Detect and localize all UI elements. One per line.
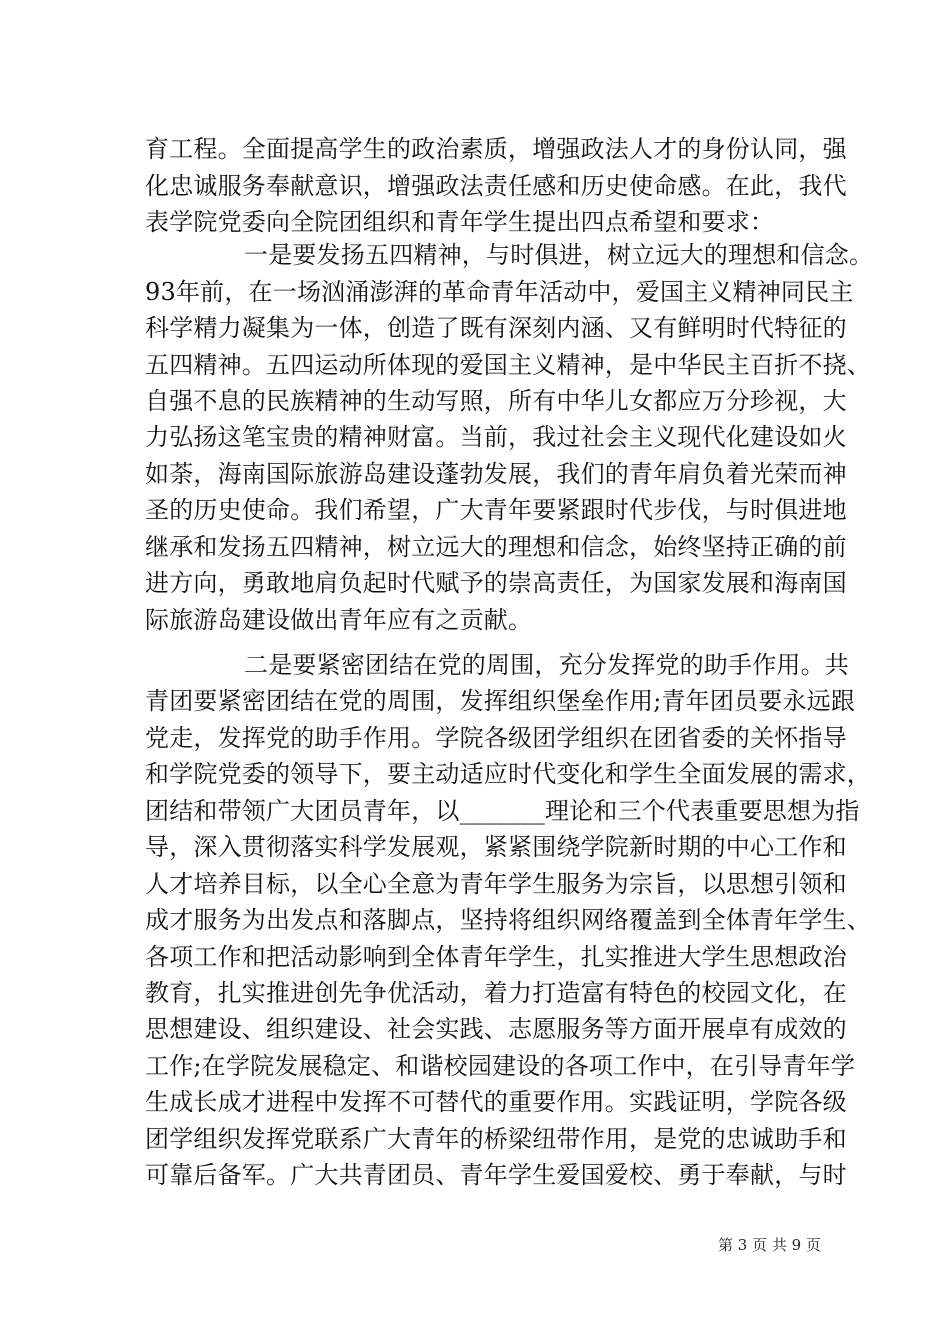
- text-line: 表学院党委向全院团组织和青年学生提出四点希望和要求：: [145, 208, 775, 236]
- paragraph-first-line: 一是要发扬五四精神，与时俱进，树立远大的理想和信念。: [244, 241, 874, 269]
- text-line: 团结和带领广大团员青年，以_______理论和三个代表重要思想为指: [145, 797, 860, 825]
- text-line: 93年前，在一场汹涌澎湃的革命青年活动中，爱国主义精神同民主: [145, 278, 854, 306]
- text-line: 力弘扬这笔宝贵的精神财富。当前，我过社会主义现代化建设如火: [145, 423, 847, 451]
- paragraph-first-line: 二是要紧密团结在党的周围，充分发挥党的助手作用。共: [244, 651, 849, 679]
- text-line: 思想建设、组织建设、社会实践、志愿服务等方面开展卓有成效的: [145, 1015, 847, 1043]
- text-line: 工作;在学院发展稳定、和谐校园建设的各项工作中，在引导青年学: [145, 1052, 856, 1080]
- page-number-footer: 第 3 页 共 9 页: [718, 1236, 821, 1254]
- text-line: 青团要紧密团结在党的周围，发挥组织堡垒作用;青年团员要永远跟: [145, 687, 856, 715]
- text-line: 生成长成才进程中发挥不可替代的重要作用。实践证明，学院各级: [145, 1088, 847, 1116]
- text-line: 如荼，海南国际旅游岛建设蓬勃发展，我们的青年肩负着光荣而神: [145, 460, 847, 488]
- text-line: 科学精力凝集为一体，创造了既有深刻内涵、又有鲜明时代特征的: [145, 314, 847, 342]
- text-line: 际旅游岛建设做出青年应有之贡献。: [145, 606, 533, 634]
- text-line: 育工程。全面提高学生的政治素质，增强政法人才的身份认同，强: [145, 135, 847, 163]
- text-line: 进方向，勇敢地肩负起时代赋予的崇高责任，为国家发展和海南国: [145, 569, 847, 597]
- text-line: 成才服务为出发点和落脚点，坚持将组织网络覆盖到全体青年学生、: [145, 906, 871, 934]
- text-line: 各项工作和把活动影响到全体青年学生，扎实推进大学生思想政治: [145, 943, 847, 971]
- text-line: 人才培养目标，以全心全意为青年学生服务为宗旨，以思想引领和: [145, 870, 847, 898]
- text-line: 导，深入贯彻落实科学发展观，紧紧围绕学院新时期的中心工作和: [145, 833, 847, 861]
- text-line: 和学院党委的领导下，要主动适应时代变化和学生全面发展的需求，: [145, 760, 871, 788]
- text-line: 可靠后备军。广大共青团员、青年学生爱国爱校、勇于奉献，与时: [145, 1161, 847, 1189]
- text-line: 教育，扎实推进创先争优活动，着力打造富有特色的校园文化，在: [145, 979, 847, 1007]
- text-line: 团学组织发挥党联系广大青年的桥梁纽带作用，是党的忠诚助手和: [145, 1125, 847, 1153]
- text-line: 党走，发挥党的助手作用。学院各级团学组织在团省委的关怀指导: [145, 724, 847, 752]
- text-line: 自强不息的民族精神的生动写照，所有中华儿女都应万分珍视，大: [145, 387, 847, 415]
- text-line: 继承和发扬五四精神，树立远大的理想和信念，始终坚持正确的前: [145, 533, 847, 561]
- text-line: 五四精神。五四运动所体现的爱国主义精神，是中华民主百折不挠、: [145, 351, 871, 379]
- text-line: 化忠诚服务奉献意识，增强政法责任感和历史使命感。在此，我代: [145, 172, 847, 200]
- text-line: 圣的历史使命。我们希望，广大青年要紧跟时代步伐，与时俱进地: [145, 496, 847, 524]
